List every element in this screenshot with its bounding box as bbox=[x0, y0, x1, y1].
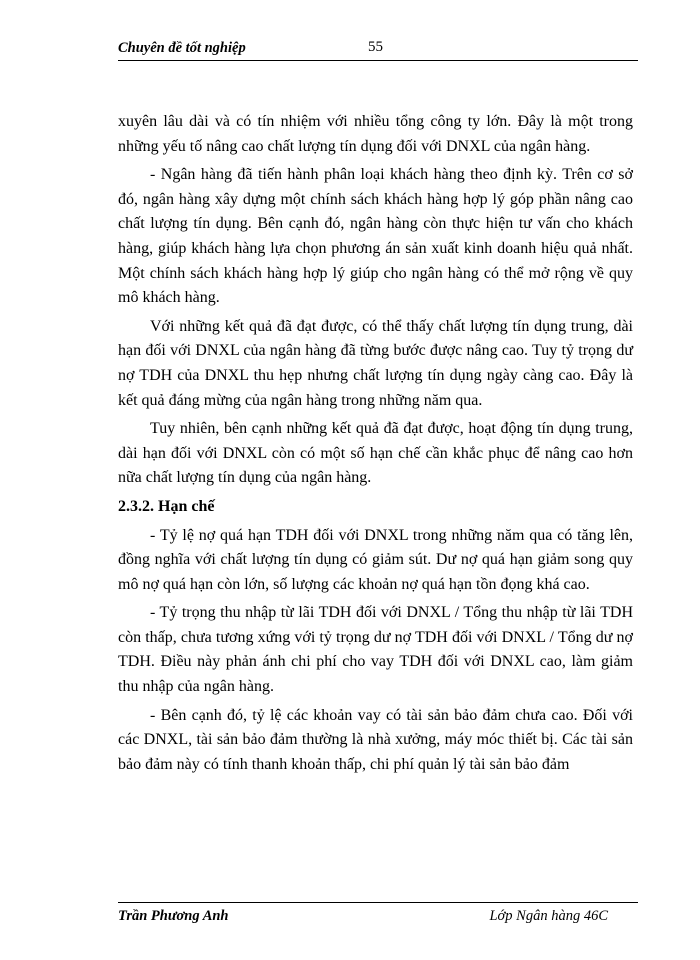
paragraph: - Tỷ trọng thu nhập từ lãi TDH đối với DNXL / Tổng thu nhập từ lãi TDH còn thấp, chưa tương xứng với tỷ trọng dư nợ TDH đối với DNXL / Tổng dư nợ TDH. Điều này phản ánh chi phí cho vay TDH đối với DNXL cao, làm giảm thu nhập của ngân hàng. bbox=[118, 604, 633, 696]
footer-class: Lớp Ngân hàng 46C bbox=[489, 908, 608, 924]
paragraph: Với những kết quả đã đạt được, có thể thấy chất lượng tín dụng trung, dài hạn đối với DNXL của ngân hàng đã từng bước được nâng cao. Tuy tỷ trọng dư nợ TDH của DNXL thu hẹp nhưng chất lượng tín dụng ngày càng cao. Đây là kết quả đáng mừng của ngân hàng trong những năm qua. bbox=[118, 317, 633, 409]
page-footer bbox=[118, 902, 638, 923]
page-header bbox=[118, 38, 638, 61]
section-heading: 2.3.2. Hạn chế bbox=[118, 497, 215, 515]
header-title: Chuyên đề tốt nghiệp bbox=[118, 40, 246, 56]
page-number: 55 bbox=[368, 39, 383, 55]
footer-author: Trần Phương Anh bbox=[118, 908, 229, 924]
paragraph: Tuy nhiên, bên cạnh những kết quả đã đạt được, hoạt động tín dụng trung, dài hạn đối với DNXL còn có một số hạn chế cần khắc phục để nâng cao hơn nữa chất lượng tín dụng của ngân hàng. bbox=[118, 420, 633, 487]
document-body bbox=[118, 110, 633, 781]
paragraph: - Tỷ lệ nợ quá hạn TDH đối với DNXL trong những năm qua có tăng lên, đồng nghĩa với chất lượng tín dụng có giảm sút. Dư nợ quá hạn giảm song quy mô nợ quá hạn còn lớn, số lượng các khoản nợ quá hạn tồn đọng khá cao. bbox=[118, 526, 633, 593]
paragraph: - Bên cạnh đó, tỷ lệ các khoản vay có tài sản bảo đảm chưa cao. Đối với các DNXL, tài sản bảo đảm thường là nhà xưởng, máy móc thiết bị. Các tài sản bảo đảm này có tính thanh khoản thấp, chi phí quản lý tài sản bảo đảm bbox=[118, 706, 633, 773]
paragraph: xuyên lâu dài và có tín nhiệm với nhiều tổng công ty lớn. Đây là một trong những yếu tố nâng cao chất lượng tín dụng đối với DNXL của ngân hàng. bbox=[118, 113, 633, 155]
paragraph: - Ngân hàng đã tiến hành phân loại khách hàng theo định kỳ. Trên cơ sở đó, ngân hàng xây dựng một chính sách khách hàng hợp lý góp phần nâng cao chất lượng tín dụng. Bên cạnh đó, ngân hàng còn thực hiện tư vấn cho khách hàng, giúp khách hàng lựa chọn phương án sản xuất kinh doanh hiệu quả nhất. Một chính sách khách hàng hợp lý giúp cho ngân hàng có thể mở rộng về quy mô khách hàng. bbox=[118, 166, 633, 307]
